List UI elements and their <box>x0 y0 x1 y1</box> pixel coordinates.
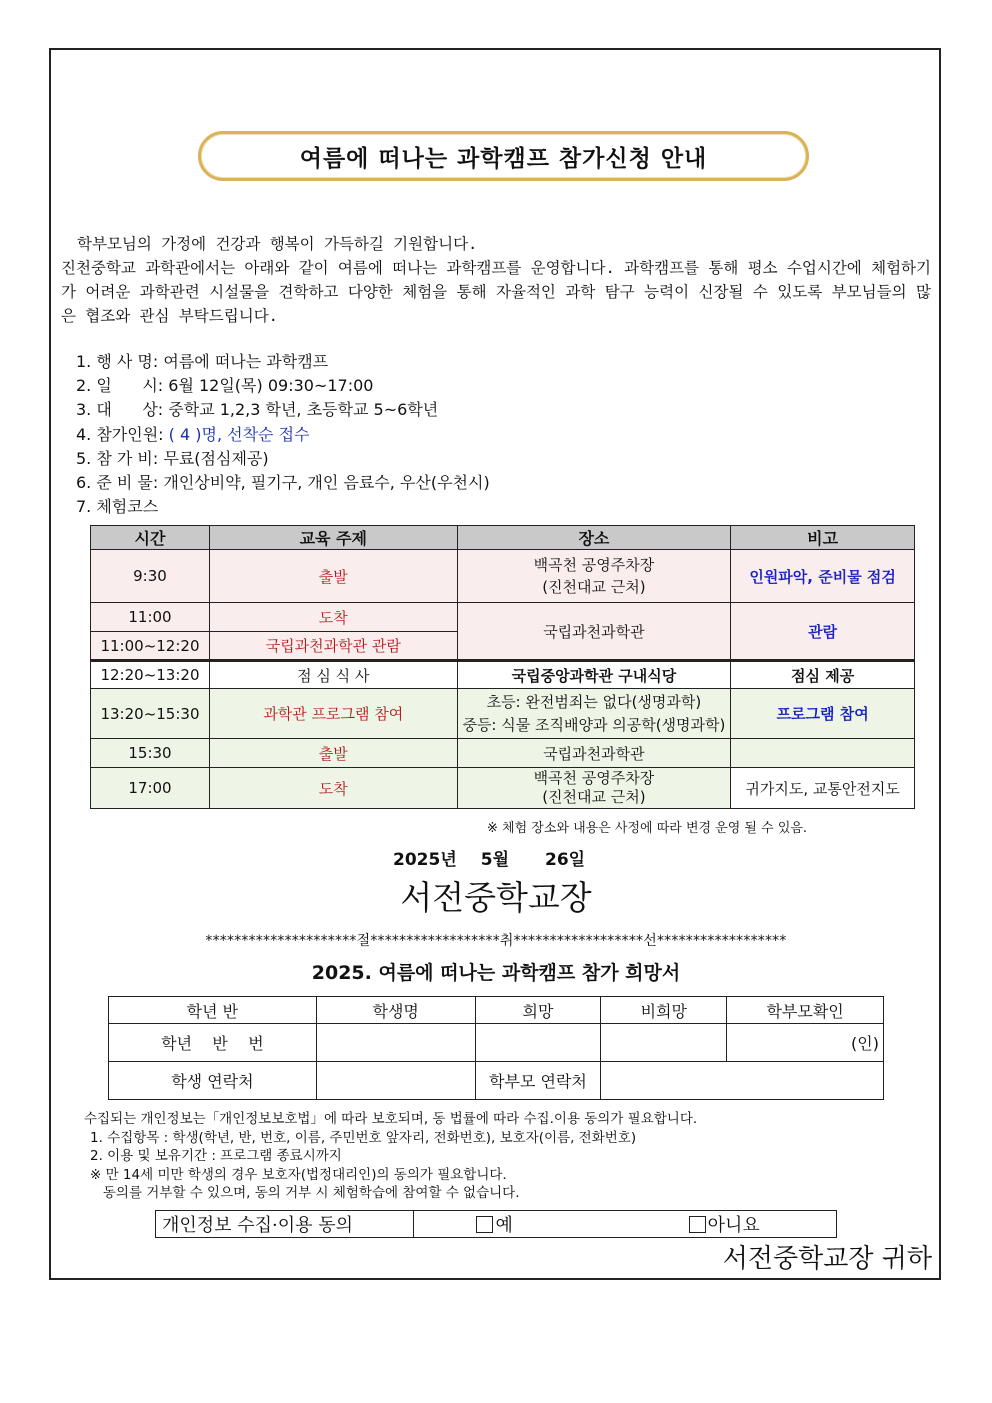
table-row: 11:00 도착 국립과천과학관 관람 <box>91 603 915 632</box>
item-fee: 5. 참 가 비: 무료(점심제공) <box>76 448 269 468</box>
intro-greeting: 학부모님의 가정에 건강과 행복이 가득하길 기원합니다. <box>77 235 478 253</box>
consent-label: 개인정보 수집·이용 동의 <box>156 1211 414 1238</box>
title-banner <box>198 131 809 181</box>
schedule-table <box>90 525 915 809</box>
header-topic: 교육 주제 <box>209 526 457 550</box>
student-contact-label: 학생 연락처 <box>109 1062 317 1100</box>
checkbox-icon[interactable] <box>476 1216 493 1233</box>
header-time: 시간 <box>91 526 210 550</box>
item-supplies: 6. 준 비 물: 개인상비약, 필기구, 개인 음료수, 우산(우천시) <box>76 473 490 493</box>
table-row: 12:20~13:20 점 심 식 사 국립중앙과학관 구내식당 점심 제공 <box>91 661 915 689</box>
schedule-note: ※ 체험 장소와 내용은 사정에 따라 변경 운영 될 수 있음. <box>487 821 808 836</box>
grade-class-number: 학년 반 번 <box>109 1024 317 1062</box>
intro-text <box>61 232 931 328</box>
recipient-signature: 서전중학교장 귀하 <box>722 1244 932 1274</box>
no-hope-field[interactable] <box>601 1024 727 1062</box>
issue-date: 2025년 5월 26일 <box>393 850 586 870</box>
student-name-field[interactable] <box>316 1024 475 1062</box>
item-course: 7. 체험코스 <box>76 497 159 517</box>
table-row: 13:20~15:30 과학관 프로그램 참여 초등: 완전범죄는 없다(생명과학) 중등: 식물 조직배양과 의공학(생명과학) 프로그램 참여 <box>91 689 915 739</box>
parent-contact-label: 학부모 연락처 <box>475 1062 601 1100</box>
header-note: 비고 <box>731 526 915 550</box>
table-row: 11:00~12:20 국립과천과학관 관람 <box>91 632 915 661</box>
checkbox-icon[interactable] <box>689 1216 706 1233</box>
cut-line: *********************절******************취******************선****************** <box>205 933 787 949</box>
item-target: 3. 대 상: 중학교 1,2,3 학년, 초등학교 5~6학년 <box>76 400 439 420</box>
consent-table <box>155 1210 837 1238</box>
item-capacity: 4. 참가인원: ( 4 )명, 선착순 접수 <box>76 424 310 444</box>
table-row: 17:00 도착 백곡천 공영주차장 (진천대교 근처) 귀가지도, 교통안전지도 <box>91 768 915 809</box>
principal-name: 서전중학교장 <box>400 878 592 917</box>
table-row: 9:30 출발 백곡천 공영주차장 (진천대교 근처) 인원파악, 준비물 점검 <box>91 550 915 603</box>
item-event-name: 1. 행 사 명: 여름에 떠나는 과학캠프 <box>76 352 329 371</box>
student-contact-field[interactable] <box>316 1062 475 1100</box>
form-title: 2025. 여름에 떠나는 과학캠프 참가 희망서 <box>311 962 681 984</box>
hope-field[interactable] <box>475 1024 601 1062</box>
consent-no-option[interactable]: 아니요 <box>689 1215 760 1236</box>
intro-body: 진천중학교 과학관에서는 아래와 같이 여름에 떠나는 과학캠프를 운영합니다. 과학캠프를 통해 평소 수업시간에 체험하기가 어려운 과학관련 시설물을 견학하고 다양한 체험을 통해 자율적인 과학 탐구 능력이 신장될 수 있도록 부모님들의 많은 협조와 관심 부탁드립니다. <box>61 259 931 325</box>
application-table: 학년 반 학생명 희망 비희망 학부모확인 학년 반 번 (인) 학생 연락처 학부모 연락처 <box>108 996 884 1100</box>
consent-yes-option[interactable]: 예 <box>476 1215 512 1236</box>
privacy-notice: 수집되는 개인정보는「개인정보보호법」에 따라 보호되며, 동 법률에 따라 수집.이용 동의가 필요합니다. 1. 수집항목 : 학생(학년, 반, 번호, 이름, 주민번호 앞자리, 전화번호), 보호자(이름, 전화번호) 2. 이용 및 보유기간 : 프로그램 종료시까지 ※ 만 14세 미만 학생의 경우 보호자(법정대리인)의 동의가 필요합니다. 동의를 거부할 수 있으며, 동의 거부 시 체험학습에 참여할 수 없습니다. <box>84 1111 698 1201</box>
parent-seal[interactable]: (인) <box>727 1024 884 1062</box>
item-date: 2. 일 시: 6월 12일(목) 09:30~17:00 <box>76 376 374 396</box>
parent-contact-field[interactable] <box>601 1062 884 1100</box>
event-details <box>76 350 490 519</box>
page-title: 여름에 떠나는 과학캠프 참가신청 안내 <box>299 145 708 172</box>
header-place: 장소 <box>457 526 731 550</box>
table-row: 15:30 출발 국립과천과학관 <box>91 739 915 768</box>
